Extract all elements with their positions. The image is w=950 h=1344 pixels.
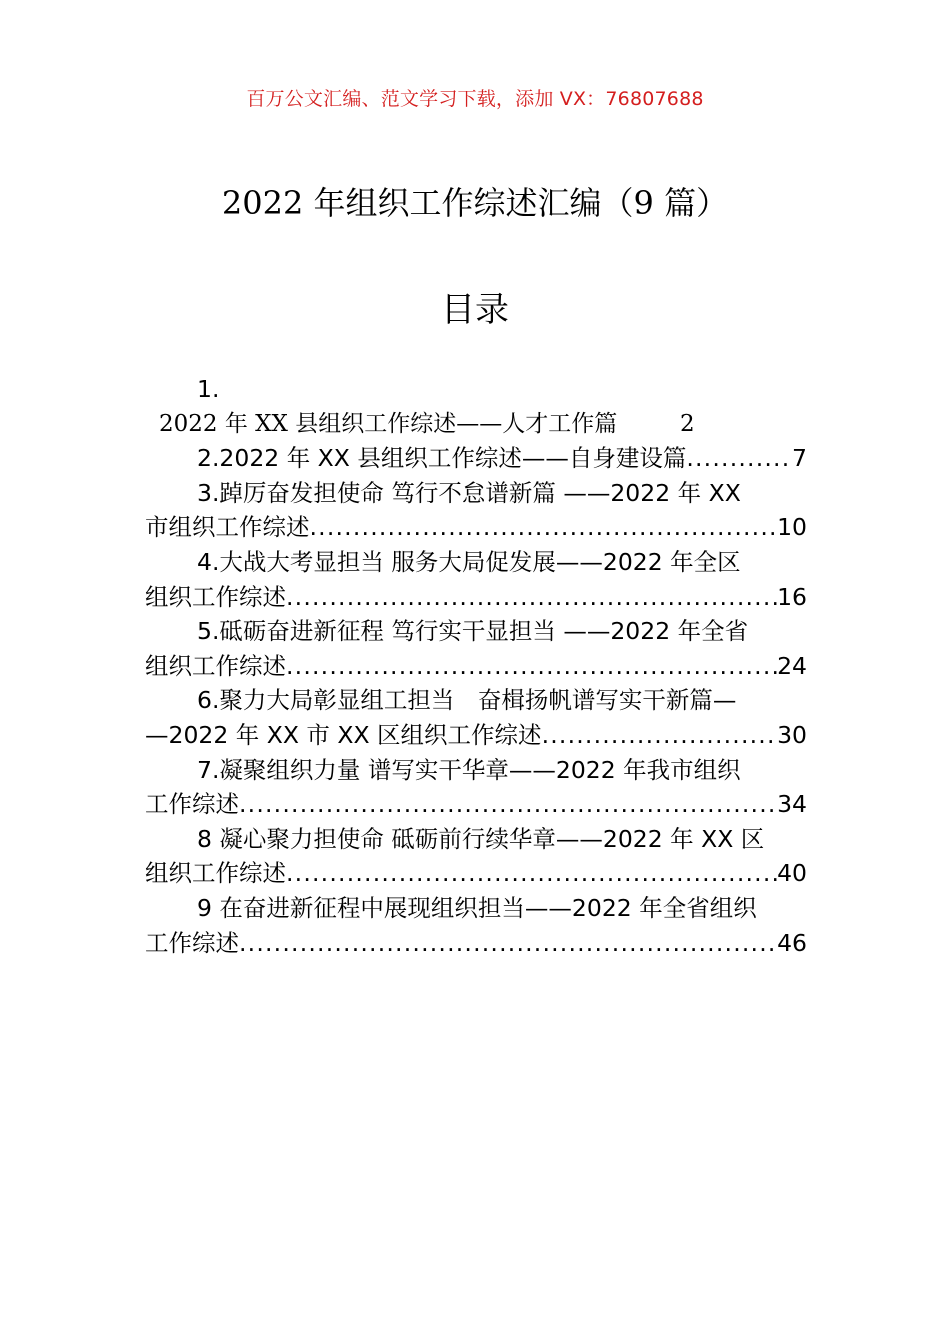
toc-entry-9[interactable] [145,891,807,926]
toc-entry-2[interactable] [145,441,807,476]
toc-entry-page: 24 [777,651,807,680]
toc-leader-dots [286,856,777,891]
toc-leader-dots [239,926,777,961]
header-note: 百万公文汇编、范文学习下载，添加 VX：76807688 [246,88,704,110]
toc-entry-page: 30 [777,720,807,749]
toc-entry-number: 1. [197,375,220,403]
toc-entry-text: 3.踔厉奋发担使命 笃行不怠谱新篇 ——2022 年 XX [197,478,741,507]
toc-leader-dots [542,718,778,753]
toc-entry-text: 6.聚力大局彰显组工担当 奋楫扬帆谱写实干新篇— [197,686,737,715]
toc-entry-5[interactable] [145,614,807,649]
toc-entry-4[interactable] [145,545,807,580]
table-of-contents [145,372,807,960]
toc-entry-text: 2.2022 年 XX 县组织工作综述——自身建设篇 [197,444,687,473]
toc-entry-9-cont[interactable] [145,926,807,961]
toc-entry-1-number[interactable] [145,372,807,407]
toc-entry-page: 46 [777,928,807,957]
toc-entry-text: 5.砥砺奋进新征程 笃行实干显担当 ——2022 年全省 [197,617,749,646]
toc-entry-3[interactable] [145,476,807,511]
toc-entry-text-cont: 工作综述 [145,928,239,957]
toc-entry-text: 2022 年 XX 县组织工作综述——人才工作篇 [159,410,618,437]
toc-entry-page: 40 [777,859,807,888]
toc-entry-3-cont[interactable] [145,510,807,545]
toc-entry-text-cont: 市组织工作综述 [145,513,310,542]
toc-leader-dots [286,580,777,615]
toc-entry-4-cont[interactable] [145,580,807,615]
toc-leader-dots [310,510,778,545]
toc-entry-5-cont[interactable] [145,649,807,684]
toc-entry-text: 8 凝心聚力担使命 砥砺前行续华章——2022 年 XX 区 [197,824,765,853]
toc-leader-dots [239,787,777,822]
toc-entry-text-cont: 组织工作综述 [145,582,286,611]
toc-entry-text-cont: —2022 年 XX 市 XX 区组织工作综述 [145,720,542,749]
toc-entry-6-cont[interactable] [145,718,807,753]
document-title: 2022 年组织工作综述汇编（9 篇） [221,184,729,222]
toc-entry-6[interactable] [145,683,807,718]
toc-entry-8-cont[interactable] [145,856,807,891]
toc-entry-text: 7.凝聚组织力量 谱写实干华章——2022 年我市组织 [197,755,741,784]
toc-heading: 目录 [441,290,509,330]
toc-entry-1[interactable] [145,407,807,442]
toc-entry-text: 4.大战大考显担当 服务大局促发展——2022 年全区 [197,547,741,576]
toc-entry-page: 7 [792,444,807,473]
toc-leader-dots [286,649,777,684]
toc-entry-text-cont: 组织工作综述 [145,859,286,888]
toc-entry-text: 9 在奋进新征程中展现组织担当——2022 年全省组织 [197,893,757,922]
toc-entry-page: 2 [680,410,695,437]
toc-entry-page: 34 [777,790,807,819]
toc-entry-text-cont: 工作综述 [145,790,239,819]
toc-entry-7[interactable] [145,753,807,788]
toc-entry-page: 10 [777,513,807,542]
toc-entry-7-cont[interactable] [145,787,807,822]
toc-entry-8[interactable] [145,822,807,857]
toc-entry-text-cont: 组织工作综述 [145,651,286,680]
toc-entry-page: 16 [777,582,807,611]
toc-leader-dots [686,441,792,476]
